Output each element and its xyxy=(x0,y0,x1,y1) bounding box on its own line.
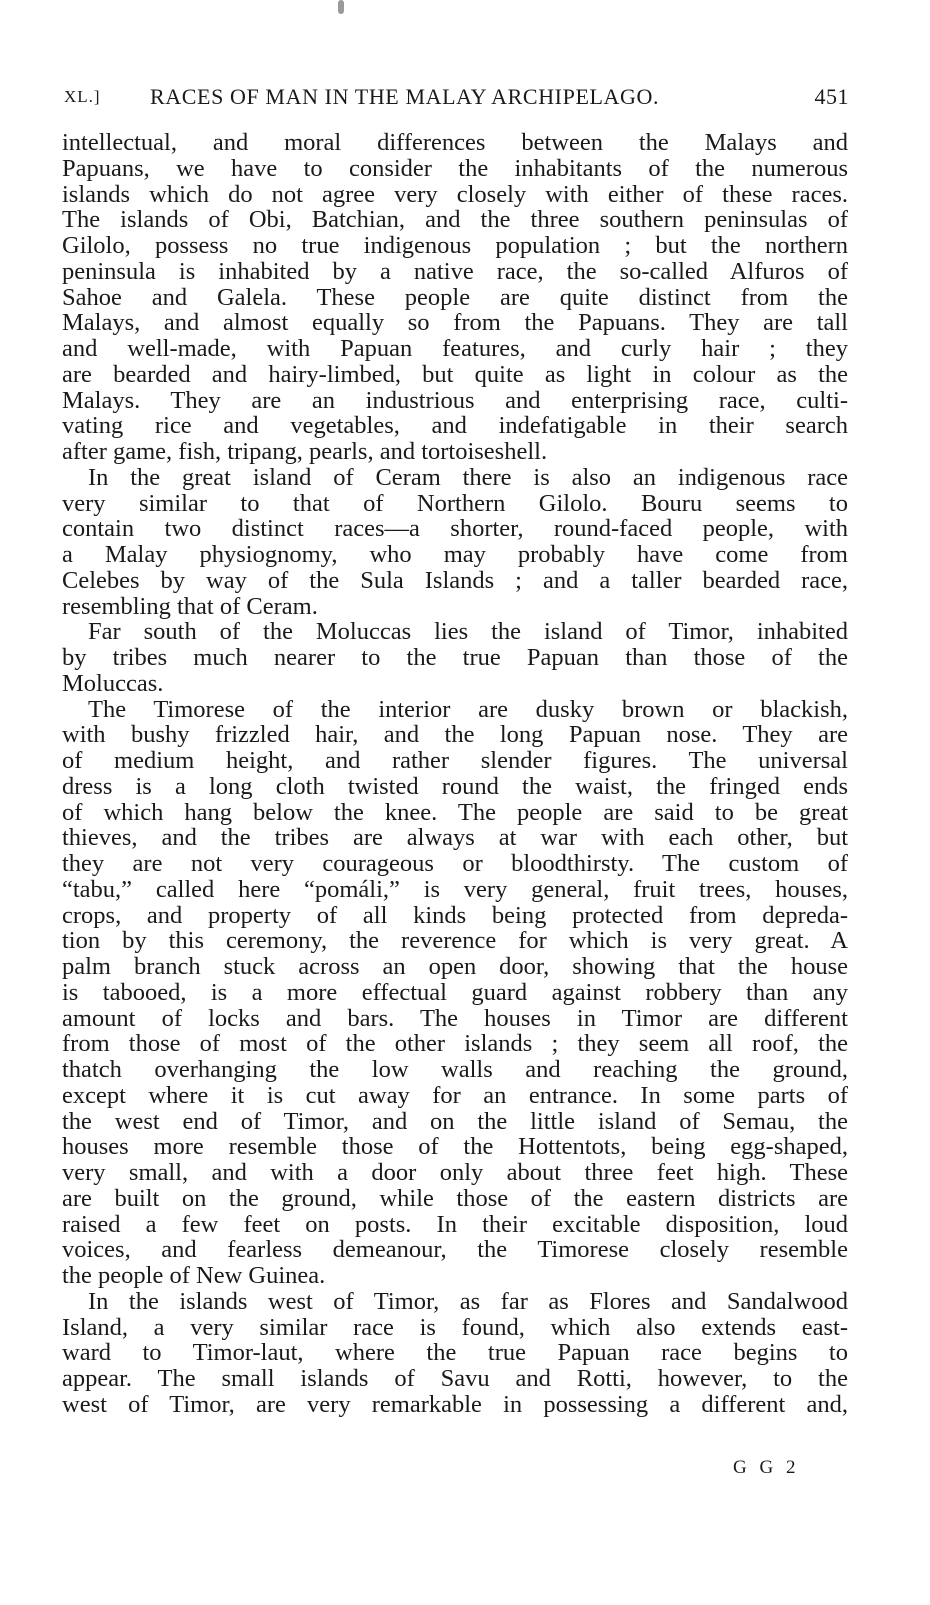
text-line: Far south of the Moluccas lies the island of Timor, inhabited xyxy=(88,618,848,646)
text-line: peninsula is inhabited by a native race, the so-called Alfuros of xyxy=(62,257,848,285)
text-line: resembling that of Ceram. xyxy=(62,592,318,620)
text-line: contain two distinct races—a shorter, round-faced people, with xyxy=(62,515,848,543)
text-line: a Malay physiognomy, who may probably have come from xyxy=(62,541,848,568)
text-line: islands which do not agree very closely with either of these races. xyxy=(62,180,848,208)
text-line: after game, fish, tripang, pearls, and tortoiseshell. xyxy=(62,438,548,465)
text-line: houses more resemble those of the Hottentots, being egg-shaped, xyxy=(62,1133,848,1161)
text-line: Gilolo, possess no true indigenous population ; but the northern xyxy=(62,232,848,259)
text-line: of medium height, and rather slender figures. The universal xyxy=(62,747,848,774)
text-line: crops, and property of all kinds being protected from depreda- xyxy=(62,901,848,929)
ink-speck xyxy=(338,0,344,14)
running-title: RACES OF MAN IN THE MALAY ARCHIPELAGO. xyxy=(150,84,660,109)
text-line: Sahoe and Galela. These people are quite distinct from the xyxy=(62,283,848,311)
text-line: except where it is cut away for an entrance. In some parts of xyxy=(62,1081,848,1109)
text-line: of which hang below the knee. The people are said to be great xyxy=(62,798,848,826)
text-line: with bushy frizzled hair, and the long Papuan nose. They are xyxy=(62,721,848,749)
text-line: are bearded and hairy-limbed, but quite as light in colour as the xyxy=(62,360,848,388)
body-text xyxy=(62,130,848,1418)
text-line: tion by this ceremony, the reverence for which is very great. A xyxy=(62,927,848,955)
text-line: Moluccas. xyxy=(62,669,164,697)
text-line: very small, and with a door only about three feet high. These xyxy=(62,1159,848,1186)
text-line: Island, a very similar race is found, which also extends east- xyxy=(62,1313,848,1341)
text-line: “tabu,” called here “pomáli,” is very general, fruit trees, houses, xyxy=(62,875,848,903)
text-line: west of Timor, are very remarkable in possessing a different and, xyxy=(62,1390,848,1418)
text-line: amount of locks and bars. The houses in Timor are different xyxy=(62,1004,848,1032)
text-line: voices, and fearless demeanour, the Timorese closely resemble xyxy=(62,1236,848,1264)
text-line: palm branch stuck across an open door, showing that the house xyxy=(62,953,848,980)
text-line: vating rice and vegetables, and indefatigable in their search xyxy=(62,412,848,440)
section-number: XL.] xyxy=(64,87,101,106)
text-line: are built on the ground, while those of the eastern districts are xyxy=(62,1184,848,1212)
text-line: dress is a long cloth twisted round the waist, the fringed ends xyxy=(62,772,848,800)
text-line: The Timorese of the interior are dusky brown or blackish, xyxy=(88,695,848,723)
text-line: Malays, and almost equally so from the Papuans. They are tall xyxy=(62,309,848,337)
text-line: thatch overhanging the low walls and reaching the ground, xyxy=(62,1056,848,1083)
text-line: from those of most of the other islands ; they seem all roof, the xyxy=(62,1030,848,1058)
text-line: thieves, and the tribes are always at war with each other, but xyxy=(62,824,848,852)
text-line: and well-made, with Papuan features, and curly hair ; they xyxy=(62,335,848,362)
text-line: In the islands west of Timor, as far as Flores and Sandalwood xyxy=(88,1287,848,1315)
text-line: ward to Timor-laut, where the true Papuan race begins to xyxy=(62,1339,848,1367)
text-line: the west end of Timor, and on the little island of Semau, the xyxy=(62,1107,848,1135)
text-line: In the great island of Ceram there is also an indigenous race xyxy=(88,463,848,491)
text-line: they are not very courageous or bloodthirsty. The custom of xyxy=(62,850,848,877)
page-number: 451 xyxy=(814,84,849,109)
text-line: Malays. They are an industrious and enterprising race, culti- xyxy=(62,386,848,414)
text-line: Celebes by way of the Sula Islands ; and a taller bearded race, xyxy=(62,566,848,594)
printer-signature: G G 2 xyxy=(733,1457,800,1478)
text-line: The islands of Obi, Batchian, and the three southern peninsulas of xyxy=(62,206,848,234)
text-line: the people of New Guinea. xyxy=(62,1262,326,1289)
running-head xyxy=(64,80,849,114)
text-line: very similar to that of Northern Gilolo. Bouru seems to xyxy=(62,489,848,517)
text-line: raised a few feet on posts. In their excitable disposition, loud xyxy=(62,1210,848,1238)
text-line: appear. The small islands of Savu and Rotti, however, to the xyxy=(62,1365,848,1392)
text-line: Papuans, we have to consider the inhabitants of the numerous xyxy=(62,154,848,182)
text-line: by tribes much nearer to the true Papuan than those of the xyxy=(62,644,848,671)
text-line: intellectual, and moral differences between the Malays and xyxy=(62,129,848,156)
text-line: is tabooed, is a more effectual guard against robbery than any xyxy=(62,978,848,1006)
